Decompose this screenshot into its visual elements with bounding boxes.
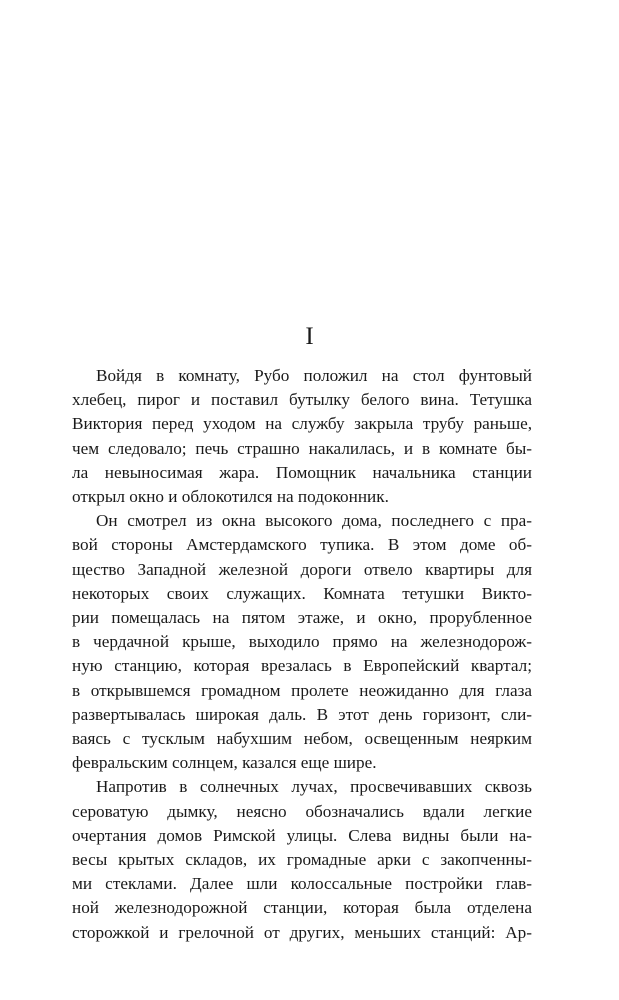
text-line: ваясь с тусклым набухшим небом, освещенным неярким [72, 729, 532, 749]
paragraph [72, 364, 532, 509]
text-line: весы крытых складов, их громадные арки с закопченны- [72, 850, 532, 870]
text-line: ную станцию, которая врезалась в Европейский квартал; [72, 656, 532, 676]
text-line: Он смотрел из окна высокого дома, последнего с пра- [96, 511, 532, 531]
text-line: сторожкой и грелочной от других, меньших станций: Ар- [72, 922, 532, 942]
text-line: рии помещалась на пятом этаже, и окно, прорубленное [72, 608, 532, 628]
text-line: щество Западной железной дороги отвело квартиры для [72, 559, 532, 579]
text-line: вой стороны Амстердамского тупика. В этом доме об- [72, 535, 532, 555]
text-line: в чердачной крыше, выходило прямо на железнодорож- [72, 632, 532, 652]
text-line: очертания домов Римской улицы. Слева видны были на- [72, 825, 532, 845]
text-line: ла невыносимая жара. Помощник начальника станции [72, 462, 532, 482]
text-line: Войдя в комнату, Рубо положил на стол фунтовый [96, 366, 532, 385]
text-line: хлебец, пирог и поставил бутылку белого вина. Тетушка [72, 390, 532, 410]
text-line: ной железнодорожной станции, которая была отделена [72, 898, 532, 918]
text-line: ми стеклами. Далее шли колоссальные постройки глав- [72, 874, 532, 894]
text-line: в открывшемся громадном пролете неожиданно для глаза [72, 680, 532, 700]
text-line: некоторых своих служащих. Комната тетушки Викто- [72, 583, 532, 603]
text-line: Напротив в солнечных лучах, просвечивавших сквозь [96, 777, 532, 797]
text-line: сероватую дымку, неясно обозначались вдали легкие [72, 801, 532, 821]
text-line: февральским солнцем, казался еще шире. [72, 753, 377, 773]
paragraph [72, 775, 532, 944]
chapter-heading: I [305, 323, 314, 350]
text-line: развертывалась широкая даль. В этот день горизонт, сли- [72, 704, 532, 724]
body-text [72, 364, 532, 945]
paragraph [72, 509, 532, 775]
text-line: Виктория перед уходом на службу закрыла трубу раньше, [72, 414, 532, 434]
text-line: открыл окно и облокотился на подоконник. [72, 487, 389, 507]
text-line: чем следовало; печь страшно накалилась, и в комнате бы- [72, 438, 532, 458]
